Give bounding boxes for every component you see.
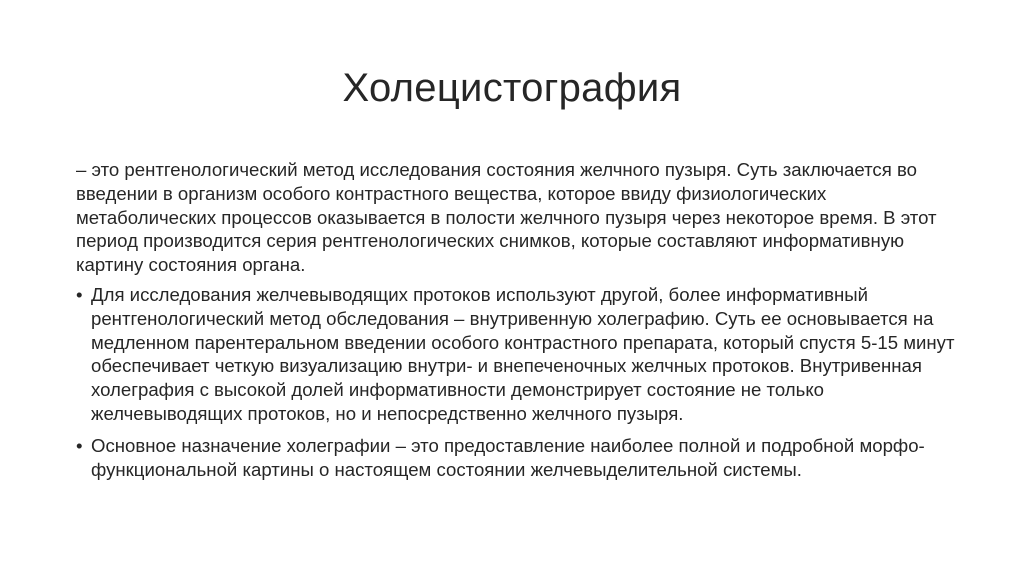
bullet-text: Основное назначение холеграфии – это предоставление наиболее полной и подробной морфо-функциональной картины о настоящем состоянии желчевыделительной системы. [91, 434, 925, 480]
bullet-item [76, 283, 956, 426]
slide-content [76, 158, 956, 489]
bullet-list [76, 283, 956, 481]
bullet-text: Для исследования желчевыводящих протоков используют другой, более информативный рентгенологический метод обследования – внутривенную холеграфию. Суть ее основывается на медленном парентеральном введении особого контрастного препарата, который спустя 5-15 минут обеспечивает четкую визуализацию внутри- и внепеченочных желчных протоков. Внутривенная холеграфия с высокой долей информативности демонстрирует состояние не только желчевыводящих протоков, но и непосредственно желчного пузыря. [91, 283, 955, 424]
intro-paragraph: – это рентгенологический метод исследования состояния желчного пузыря. Суть заключается во введении в организм особого контрастного вещества, которое ввиду физиологических метаболических процессов оказывается в полости желчного пузыря через некоторое время. В этот период производится серия рентгенологических снимков, которые составляют информативную картину состояния органа. [76, 159, 937, 276]
bullet-icon: • [76, 434, 83, 456]
slide-title: Холецистография [342, 66, 682, 110]
bullet-icon: • [76, 283, 83, 305]
bullet-item [76, 434, 956, 482]
